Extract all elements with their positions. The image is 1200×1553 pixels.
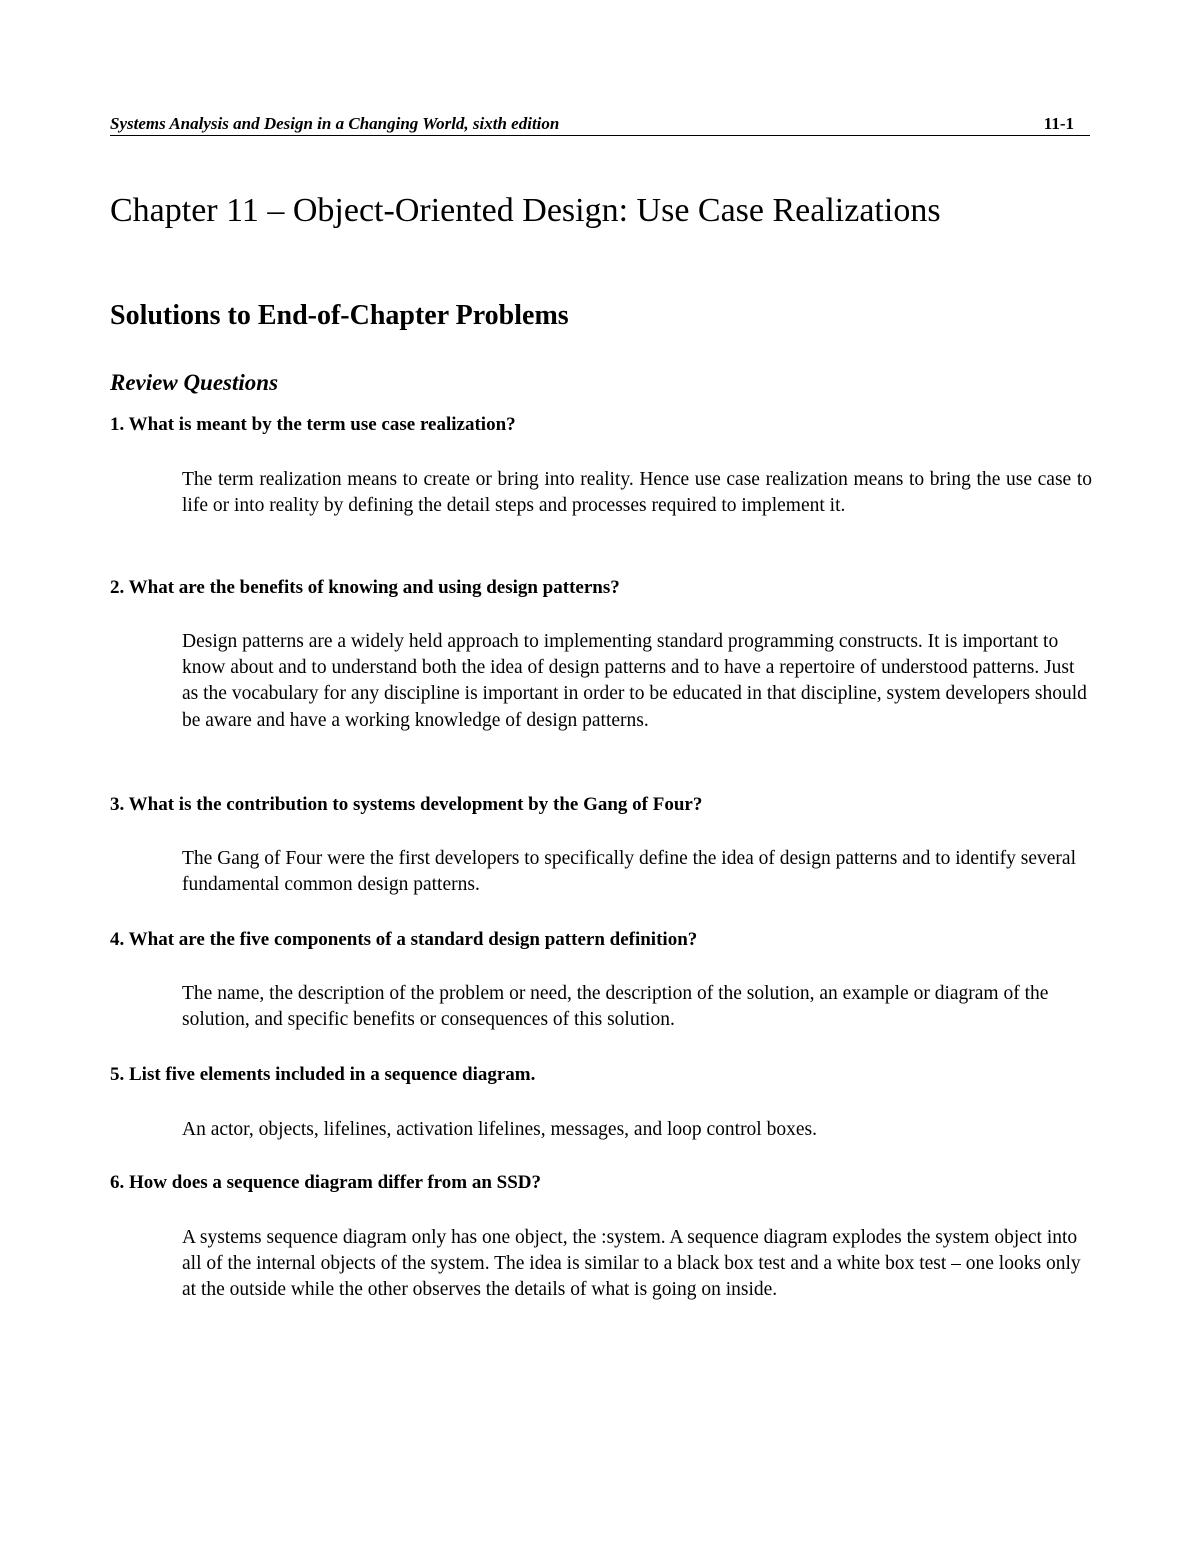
chapter-title: Chapter 11 – Object-Oriented Design: Use Case Realizations xyxy=(110,192,941,229)
section-title: Solutions to End-of-Chapter Problems xyxy=(110,300,569,331)
question-1: 1. What is meant by the term use case realization? xyxy=(110,414,516,435)
question-5: 5. List five elements included in a sequence diagram. xyxy=(110,1064,536,1085)
running-header xyxy=(110,114,1090,136)
answer-6: A systems sequence diagram only has one object, the :system. A sequence diagram explodes the system object into all of the internal objects of the system. The idea is similar to a black box test and a white box test – one looks only at the outside while the other observes the details of what is going on inside. xyxy=(182,1227,1081,1301)
answer-5: An actor, objects, lifelines, activation lifelines, messages, and loop control boxes. xyxy=(182,1119,817,1140)
question-3: 3. What is the contribution to systems development by the Gang of Four? xyxy=(110,794,703,815)
subsection-title: Review Questions xyxy=(110,370,279,395)
question-6: 6. How does a sequence diagram differ from an SSD? xyxy=(110,1172,542,1193)
answer-1: The term realization means to create or bring into reality. Hence use case realization means to bring the use case to life or into reality by defining the detail steps and processes required to implement it. xyxy=(182,469,1092,517)
page-number: 11-1 xyxy=(1043,114,1074,133)
answer-3: The Gang of Four were the first developers to specifically define the idea of design patterns and to identify several fundamental common design patterns. xyxy=(182,848,1076,896)
answer-4: The name, the description of the problem or need, the description of the solution, an example or diagram of the solution, and specific benefits or consequences of this solution. xyxy=(182,983,1049,1031)
question-4: 4. What are the five components of a standard design pattern definition? xyxy=(110,929,698,950)
book-title: Systems Analysis and Design in a Changing World, sixth edition xyxy=(110,114,560,133)
answer-2: Design patterns are a widely held approach to implementing standard programming constructs. It is important to know about and to understand both the idea of design patterns and to have a repertoire of understood patterns. Just as the vocabulary for any discipline is important in order to be educated in that discipline, system developers should be aware and have a working knowledge of design patterns. xyxy=(182,631,1087,731)
question-2: 2. What are the benefits of knowing and using design patterns? xyxy=(110,577,620,598)
